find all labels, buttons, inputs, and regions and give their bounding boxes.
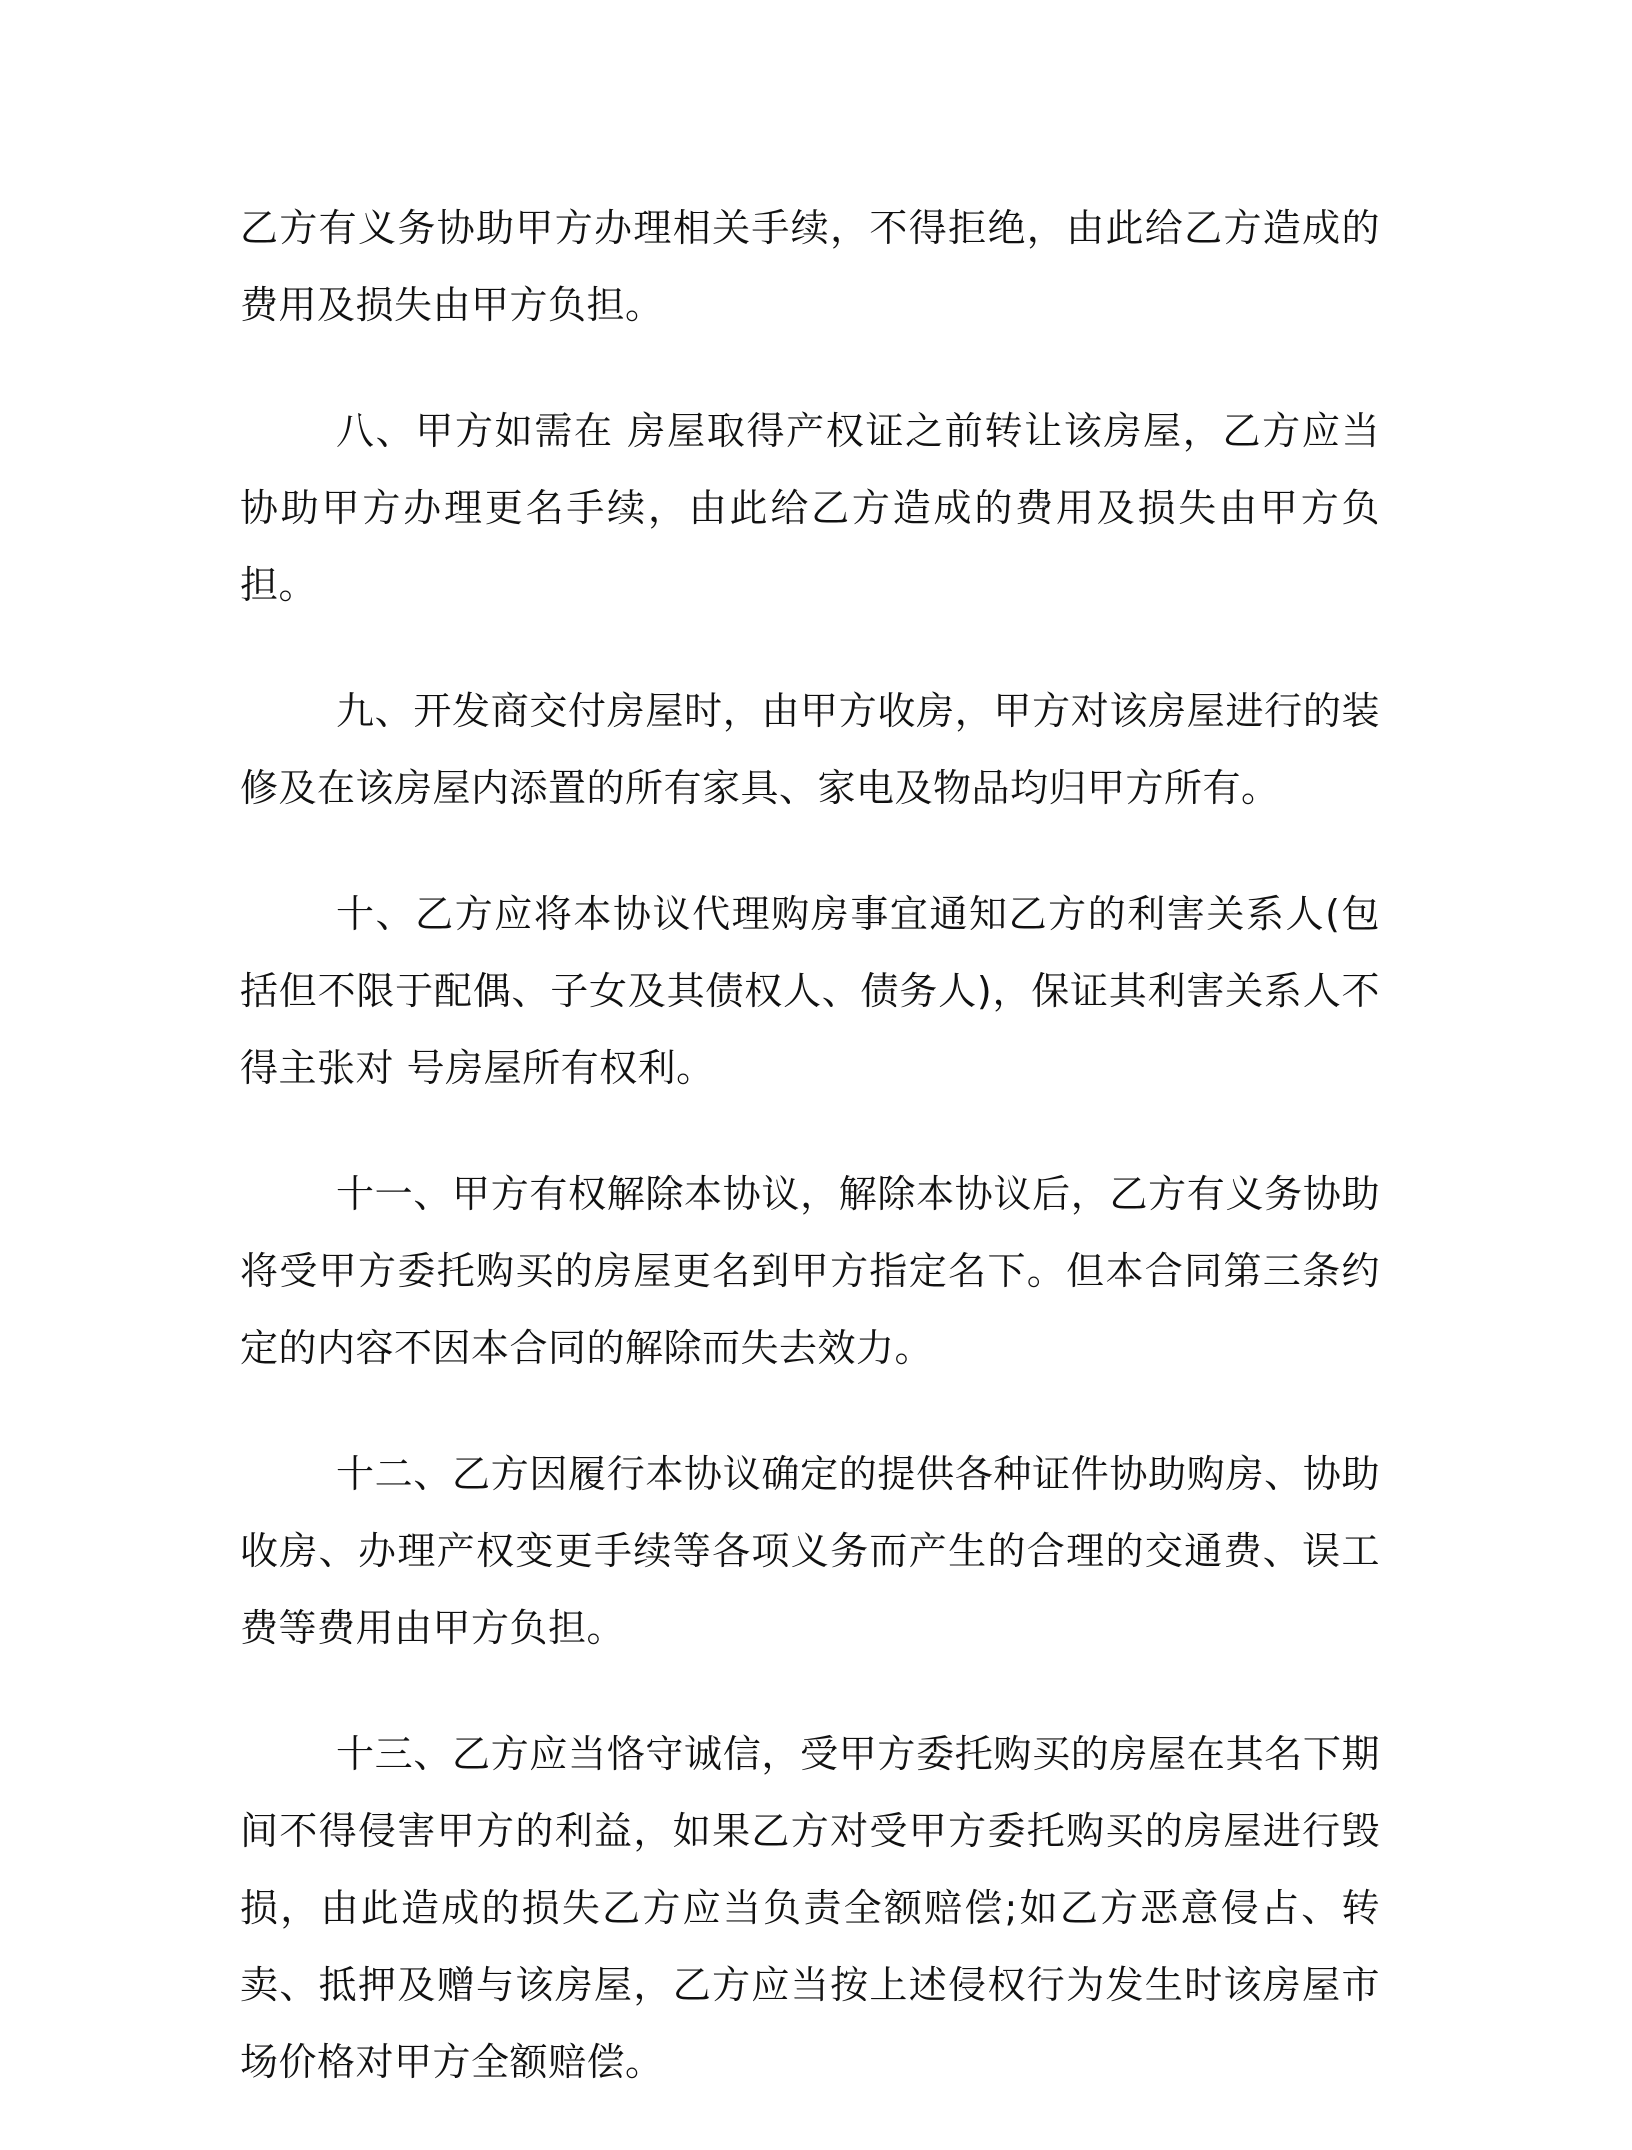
document-body	[240, 190, 1380, 2150]
clause-8: 八、甲方如需在 房屋取得产权证之前转让该房屋，乙方应当协助甲方办理更名手续，由此给乙方造成的费用及损失由甲方负担。	[240, 409, 1380, 607]
clause-11: 十一、甲方有权解除本协议，解除本协议后，乙方有义务协助将受甲方委托购买的房屋更名到甲方指定名下。但本合同第三条约定的内容不因本合同的解除而失去效力。	[240, 1172, 1380, 1370]
clause-9: 九、开发商交付房屋时，由甲方收房，甲方对该房屋进行的装修及在该房屋内添置的所有家具、家电及物品均归甲方所有。	[240, 689, 1380, 810]
clause-12: 十二、乙方因履行本协议确定的提供各种证件协助购房、协助收房、办理产权变更手续等各项义务而产生的合理的交通费、误工费等费用由甲方负担。	[240, 1452, 1380, 1650]
clause-13: 十三、乙方应当恪守诚信，受甲方委托购买的房屋在其名下期间不得侵害甲方的利益，如果乙方对受甲方委托购买的房屋进行毁损，由此造成的损失乙方应当负责全额赔偿;如乙方恶意侵占、转卖、抵押及赠与该房屋，乙方应当按上述侵权行为发生时该房屋市场价格对甲方全额赔偿。	[240, 1732, 1380, 2084]
clause-10: 十、乙方应将本协议代理购房事宜通知乙方的利害关系人(包括但不限于配偶、子女及其债权人、债务人)，保证其利害关系人不得主张对 号房屋所有权利。	[240, 892, 1380, 1090]
paragraph-continuation: 乙方有义务协助甲方办理相关手续，不得拒绝，由此给乙方造成的费用及损失由甲方负担。	[240, 206, 1380, 327]
